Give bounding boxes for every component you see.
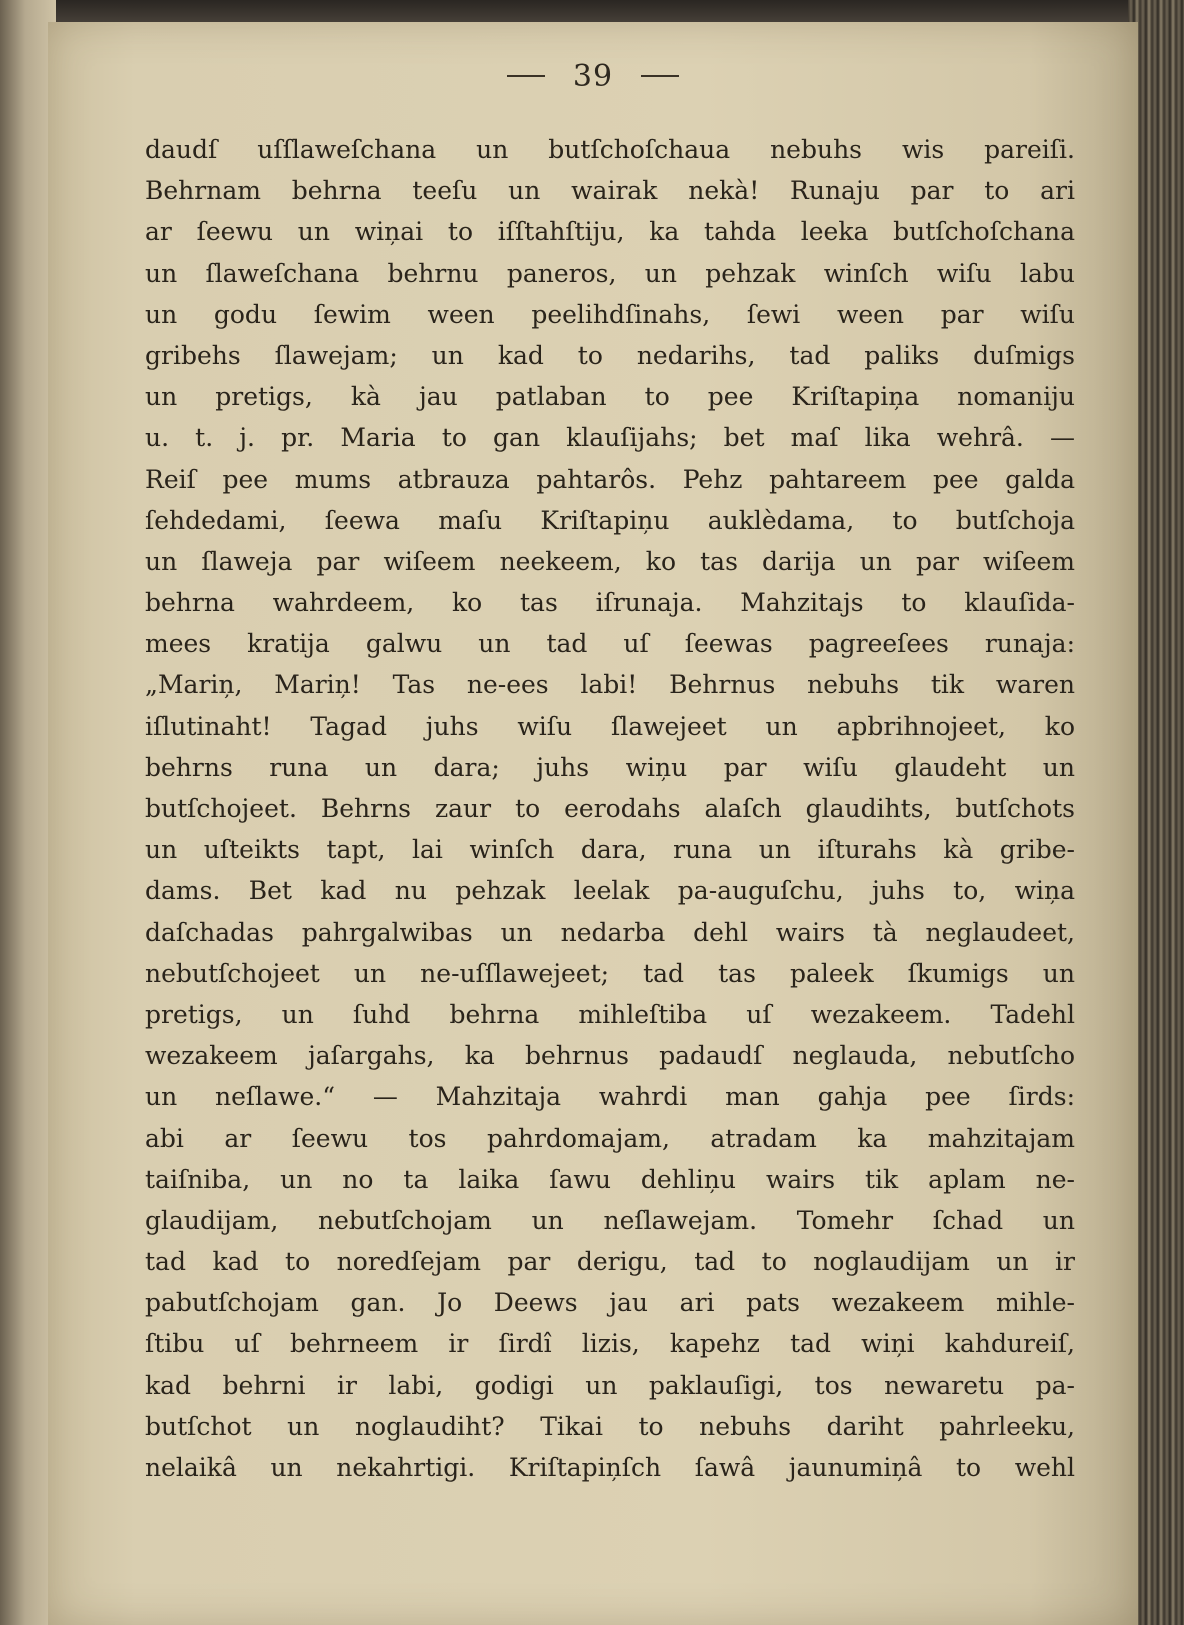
- text-line: ar ſeewu un wiņai to iſſtahſtiju, ka tahda leeka butſchoſchana: [145, 217, 1075, 247]
- text-line: butſchot un noglaudiht? Tikai to nebuhs dariht pahrleeku,: [145, 1411, 1075, 1441]
- text-line: u. t. j. pr. Maria to gan klauſijahs; bet maſ lika wehrâ. —: [145, 423, 1075, 453]
- text-line: daudſ uſſlaweſchana un butſchoſchaua nebuhs wis pareiſi.: [145, 135, 1075, 164]
- text-line: dams. Bet kad nu pehzak leelak pa-auguſchu, juhs to, wiņa: [145, 876, 1075, 906]
- text-line: tad kad to noredſejam par derigu, tad to noglaudijam un ir: [145, 1247, 1075, 1277]
- text-line: mees kratija galwu un tad uſ ſeewas pagreeſees runaja:: [145, 629, 1075, 659]
- text-line: daſchadas pahrgalwibas un nedarba dehl wairs tà neglaudeet,: [145, 917, 1075, 947]
- text-line: un ſlaweja par wiſeem neekeem, ko tas darija un par wiſeem: [145, 546, 1075, 576]
- text-line: un uſteikts tapt, lai winſch dara, runa un iſturahs kà gribe-: [145, 835, 1075, 865]
- page-number: 39: [572, 58, 614, 94]
- text-line: glaudijam, nebutſchojam un neſlawejam. Tomehr ſchad un: [145, 1205, 1075, 1235]
- header-dash-left: [507, 75, 545, 77]
- text-line: nelaikâ un nekahrtigi. Kriſtapiņſch ſawâ jaunumiņâ to wehl: [145, 1453, 1075, 1482]
- body-text: [145, 129, 1075, 1488]
- text-line: iſlutinaht! Tagad juhs wiſu ſlawejeet un apbrihnojeet, ko: [145, 711, 1075, 741]
- text-line: taiſniba, un no ta laika ſawu dehliņu wairs tik aplam ne-: [145, 1164, 1075, 1194]
- text-line: nebutſchojeet un ne-uſſlawejeet; tad tas paleek ſkumigs un: [145, 958, 1075, 988]
- text-line: behrns runa un dara; juhs wiņu par wiſu glaudeht un: [145, 752, 1075, 782]
- text-line: Behrnam behrna teeſu un wairak nekà! Runaju par to ari: [145, 176, 1075, 206]
- text-line: ſehdedami, ſeewa maſu Kriſtapiņu auklèdama, to butſchoja: [145, 505, 1075, 535]
- header-dash-right: [641, 75, 679, 77]
- text-line: gribehs ſlawejam; un kad to nedarihs, tad paliks duſmigs: [145, 340, 1075, 370]
- page-paper: [48, 22, 1138, 1625]
- text-line: un ſlaweſchana behrnu paneros, un pehzak winſch wiſu labu: [145, 258, 1075, 288]
- text-line: un godu ſewim ween peelihdſinahs, ſewi ween par wiſu: [145, 299, 1075, 329]
- text-line: pretigs, un ſuhd behrna mihleſtiba uſ wezakeem. Tadehl: [145, 999, 1075, 1029]
- text-line: un neſlawe.“ — Mahzitaja wahrdi man gahja pee ſirds:: [145, 1082, 1075, 1112]
- text-line: wezakeem jaſargahs, ka behrnus padaudſ neglauda, nebutſcho: [145, 1041, 1075, 1071]
- text-line: abi ar ſeewu tos pahrdomajam, atradam ka mahzitajam: [145, 1123, 1075, 1153]
- text-line: kad behrni ir labi, godigi un paklauſigi, tos newaretu pa-: [145, 1370, 1075, 1400]
- page-header: [48, 54, 1138, 98]
- text-line: behrna wahrdeem, ko tas iſrunaja. Mahzitajs to klauſida-: [145, 588, 1075, 618]
- text-line: butſchojeet. Behrns zaur to eerodahs alaſch glaudihts, butſchots: [145, 794, 1075, 823]
- text-line: ſtibu uſ behrneem ir ſirdî lizis, kapehz tad wiņi kahdureiſ,: [145, 1329, 1075, 1359]
- text-line: Reiſ pee mums atbrauza pahtarôs. Pehz pahtareem pee galda: [145, 464, 1075, 494]
- text-line: pabutſchojam gan. Jo Deews jau ari pats wezakeem mihle-: [145, 1288, 1075, 1318]
- text-line: „Mariņ, Mariņ! Tas ne-ees labi! Behrnus nebuhs tik waren: [145, 670, 1075, 700]
- text-line: un pretigs, kà jau patlaban to pee Kriſtapiņa nomaniju: [145, 382, 1075, 412]
